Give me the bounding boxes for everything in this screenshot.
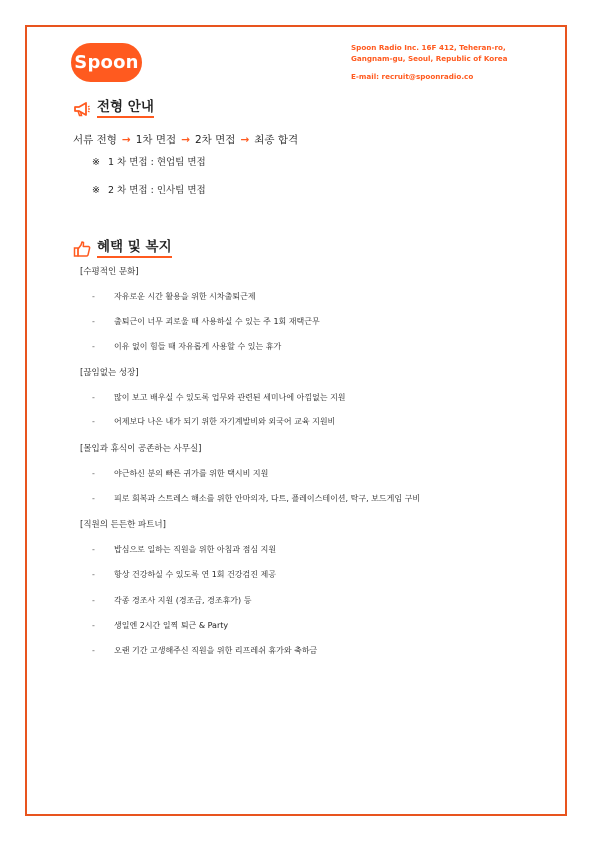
benefit-item-text: 어제보다 나은 내가 되기 위한 자기계발비와 외국어 교육 지원비 [114, 417, 336, 426]
benefit-item-text: 야근하신 분의 빠른 귀가를 위한 택시비 지원 [114, 469, 269, 478]
bullet: - [92, 342, 95, 351]
bullet: - [92, 417, 95, 426]
process-section-title [73, 99, 154, 118]
bullet: - [92, 646, 95, 655]
benefit-category: [직원의 든든한 파트너] [80, 520, 166, 530]
process-note [92, 182, 206, 196]
benefit-item [92, 493, 420, 504]
benefit-item-text: 자유로운 시간 활용을 위한 시차출퇴근제 [114, 292, 256, 301]
benefit-item [92, 416, 335, 427]
benefit-item [92, 341, 281, 352]
benefit-item-text: 많이 보고 배우실 수 있도록 업무와 관련된 세미나에 아낌없는 지원 [114, 393, 346, 402]
benefit-item [92, 544, 276, 555]
process-title-text: 전형 안내 [97, 99, 154, 118]
benefits-title-text: 혜택 및 복지 [97, 239, 172, 258]
benefit-item-text: 피로 회복과 스트레스 해소를 위한 안마의자, 다트, 플레이스테이션, 탁구, 보드게임 구비 [114, 494, 421, 503]
arrow-right-icon: → [240, 134, 250, 146]
logo-text: Spoon [74, 52, 139, 73]
note-mark: ※ [92, 185, 100, 196]
process-note [92, 154, 206, 168]
thumbs-up-icon [73, 241, 91, 257]
bullet: - [92, 393, 95, 402]
company-address-line1: Spoon Radio Inc. 16F 412, Teheran-ro, [351, 43, 506, 52]
benefit-item-text: 생일엔 2시간 일찍 퇴근 & Party [114, 621, 229, 630]
company-email: E-mail: recruit@spoonradio.co [351, 72, 474, 81]
bullet: - [92, 596, 95, 605]
benefit-item [92, 468, 268, 479]
bullet: - [92, 545, 95, 554]
benefit-item-text: 각종 경조사 지원 (경조금, 경조휴가) 등 [114, 596, 252, 605]
benefit-item [92, 392, 346, 403]
benefit-category: [끊임없는 성장] [80, 368, 139, 378]
process-step: 서류 전형 [73, 134, 117, 146]
benefits-section-title [73, 239, 172, 258]
benefit-item-text: 이유 없이 힘들 때 자유롭게 사용할 수 있는 휴가 [114, 342, 282, 351]
benefit-item-text: 오랜 기간 고생해주신 직원을 위한 리프레쉬 휴가와 축하금 [114, 646, 318, 655]
arrow-right-icon: → [181, 134, 190, 146]
bullet: - [92, 570, 95, 579]
process-step: 2차 면접 [195, 134, 236, 146]
benefit-item-text: 항상 건강하실 수 있도록 연 1회 건강검진 제공 [114, 570, 276, 579]
bullet: - [92, 469, 95, 478]
benefit-category: [수평적인 문화] [80, 267, 139, 277]
spoon-logo [71, 43, 142, 82]
benefit-item-text: 출퇴근이 너무 괴로울 때 사용하실 수 있는 주 1회 재택근무 [114, 317, 320, 326]
process-step: 1차 면접 [135, 134, 177, 146]
process-steps [73, 132, 298, 147]
bullet: - [92, 317, 95, 326]
bullet: - [92, 621, 95, 630]
bullet: - [92, 494, 95, 503]
benefit-item [92, 595, 251, 606]
benefit-item-text: 밥심으로 일하는 직원을 위한 아침과 점심 지원 [114, 545, 277, 554]
company-info [351, 43, 507, 83]
note-mark: ※ [92, 157, 100, 168]
benefit-item [92, 620, 228, 631]
benefit-item [92, 645, 317, 656]
benefit-item [92, 569, 276, 580]
benefit-category: [몰입과 휴식이 공존하는 사무실] [80, 444, 202, 454]
benefit-item [92, 316, 320, 327]
megaphone-icon [73, 101, 91, 117]
arrow-right-icon: → [121, 134, 131, 146]
bullet: - [92, 292, 95, 301]
note-text: 2 차 면접 : 인사팀 면접 [107, 185, 206, 196]
process-step: 최종 합격 [254, 134, 299, 146]
note-text: 1 차 면접 : 현업팀 면접 [107, 157, 206, 168]
company-address-line2: Gangnam-gu, Seoul, Republic of Korea [351, 53, 508, 63]
benefit-item [92, 291, 256, 302]
